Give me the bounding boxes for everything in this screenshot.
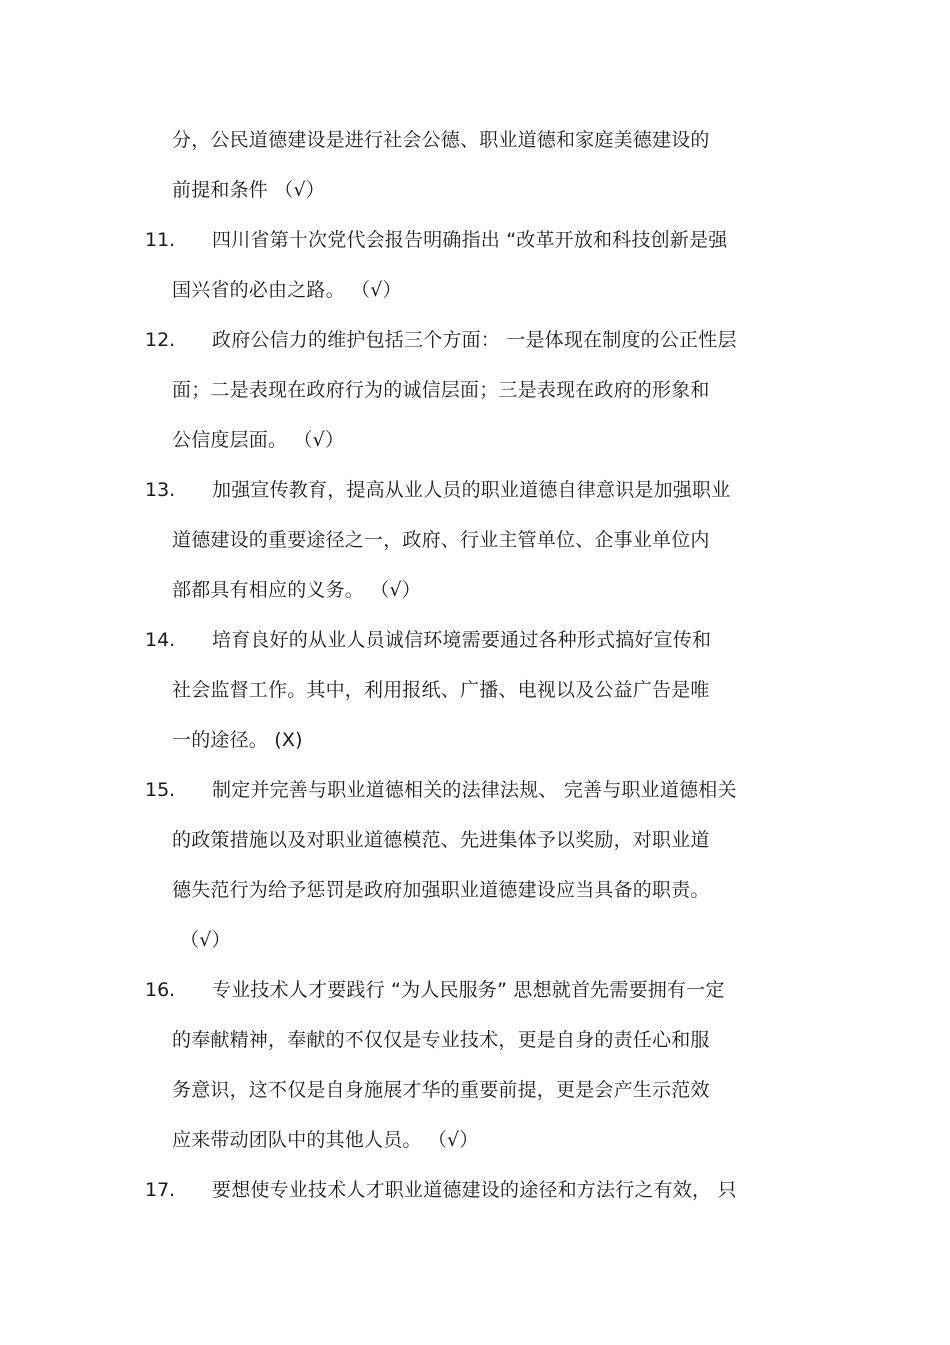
item-text-line: 专业技术人才要践行 “为人民服务” 思想就首先需要拥有一定 [212,979,725,1001]
item-number: 13. [145,479,176,501]
item-text-line: 务意识，这不仅是自身施展才华的重要前提，更是会产生示范效 [172,1079,710,1101]
item-number: 11. [145,229,176,251]
item-text-line: 一的途径。 (X) [172,729,303,751]
item-text-line: （√） [180,929,231,951]
item-text-line: 的奉献精神，奉献的不仅仅是专业技术，更是自身的责任心和服 [172,1029,710,1051]
item-text-line: 政府公信力的维护包括三个方面： 一是体现在制度的公正性层 [212,329,737,351]
item-text-line: 四川省第十次党代会报告明确指出 “改革开放和科技创新是强 [212,229,728,251]
intro-line: 前提和条件 （√） [172,179,325,201]
item-number: 16. [145,979,176,1001]
item-number: 14. [145,629,176,651]
item-text-line: 应来带动团队中的其他人员。 （√） [172,1129,479,1151]
item-text-line: 的政策措施以及对职业道德模范、先进集体予以奖励，对职业道 [172,829,710,851]
item-text-line: 社会监督工作。其中，利用报纸、广播、电视以及公益广告是唯 [172,679,710,701]
item-text-line: 部都具有相应的义务。 （√） [172,579,421,601]
item-text-line: 德失范行为给予惩罚是政府加强职业道德建设应当具备的职责。 [172,879,710,901]
item-text-line: 要想使专业技术人才职业道德建设的途径和方法行之有效， 只 [212,1179,737,1201]
item-text-line: 加强宣传教育，提高从业人员的职业道德自律意识是加强职业 [212,479,731,501]
item-text-line: 道德建设的重要途径之一，政府、行业主管单位、企事业单位内 [172,529,710,551]
item-number: 15. [145,779,176,801]
item-text-line: 制定并完善与职业道德相关的法律法规、 完善与职业道德相关 [212,779,737,801]
item-number: 17. [145,1179,176,1201]
intro-line: 分，公民道德建设是进行社会公德、职业道德和家庭美德建设的 [172,129,710,151]
item-number: 12. [145,329,176,351]
item-text-line: 公信度层面。 （√） [172,429,345,451]
item-text-line: 面；二是表现在政府行为的诚信层面；三是表现在政府的形象和 [172,379,710,401]
item-text-line: 培育良好的从业人员诚信环境需要通过各种形式搞好宣传和 [212,629,712,651]
item-text-line: 国兴省的必由之路。 （√） [172,279,402,301]
